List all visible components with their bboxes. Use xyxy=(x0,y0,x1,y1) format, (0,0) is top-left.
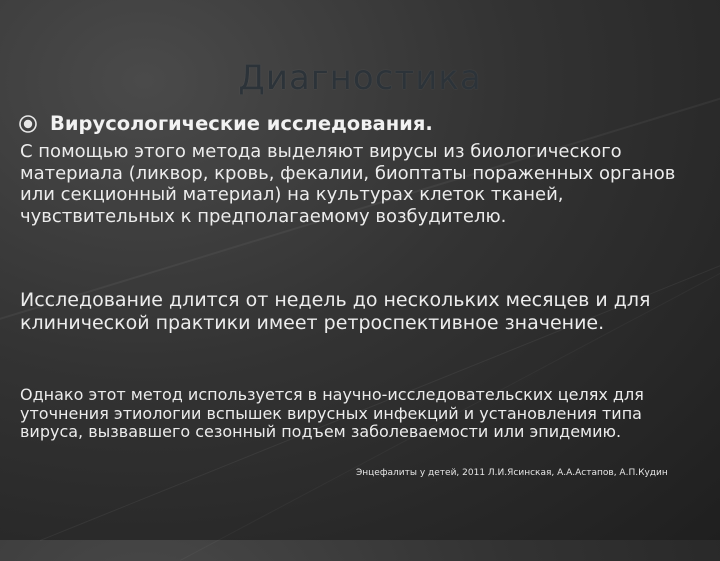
source-citation: Энцефалиты у детей, 2011 Л.И.Ясинская, А.А.Астапов, А.П.Кудин xyxy=(356,468,668,478)
paragraph-duration: Исследование длится от недель до нескольких месяцев и для клинической практики имеет ретроспективное значение. xyxy=(20,289,651,334)
bullet-heading-text: Вирусологические исследования. xyxy=(50,112,433,135)
background-streak xyxy=(40,203,720,541)
paragraph-research: Однако этот метод используется в научно-исследовательских целях для уточнения этиологии вспышек вирусных инфекций и установления типа вируса, вызвавшего сезонный подъем заболеваемости или эпидемию. xyxy=(20,385,644,441)
background-streak xyxy=(180,184,720,560)
bullet-heading xyxy=(18,112,433,135)
slide-title: Диагностика xyxy=(238,58,482,98)
paragraph-method: С помощью этого метода выделяют вирусы из биологического материала (ликвор, кровь, фекалии, биоптаты пораженных органов или секционный материал) на культурах клеток тканей, чувствительных к предполагаемому возбудителю. xyxy=(20,141,676,227)
circle-target-icon xyxy=(18,114,38,134)
